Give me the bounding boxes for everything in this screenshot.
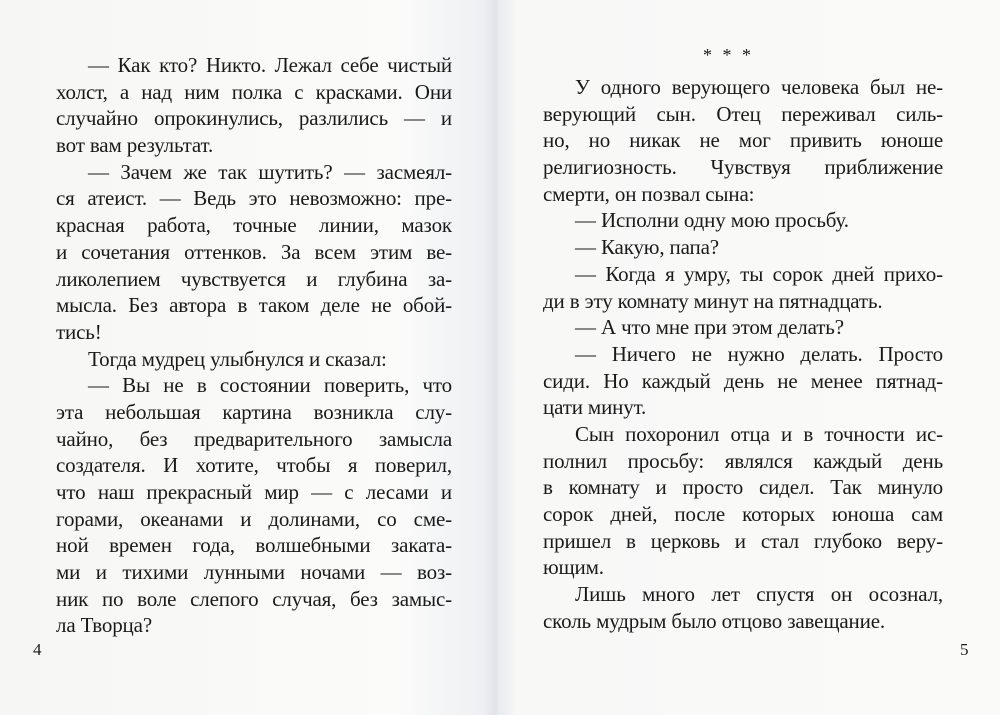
right-page [497, 0, 1000, 715]
text-line: — Когда я умру, ты сорок дней прихо- [575, 261, 943, 286]
text-line: ник по воле слепого случая, без замыс- [56, 586, 452, 611]
text-line: — А что мне при этом делать? [575, 315, 844, 340]
text-line: случайно опрокинулись, разлились — и [56, 106, 452, 131]
text-line: смерти, он позвал сына: [543, 181, 755, 206]
text-line: религиозность. Чувствуя приближение [543, 155, 943, 180]
text-line: Сын похоронил отца и в точности ис- [575, 421, 943, 446]
text-line: вот вам результат. [56, 133, 214, 158]
text-line: ми и тихими лунными ночами — воз- [56, 560, 452, 585]
text-line: У одного верующего человека был не- [575, 75, 943, 99]
text-line: цати минут. [543, 395, 647, 420]
left-page-text [56, 52, 452, 639]
text-line: — Ничего не нужно делать. Просто [575, 341, 943, 366]
text-line: — Какую, папа? [575, 235, 719, 260]
text-line: — Вы не в состоянии поверить, что [88, 373, 452, 398]
text-line: сколь мудрым было отцово завещание. [543, 608, 885, 633]
text-line: ликолепием чувствуется и глубина за- [56, 266, 452, 291]
text-line: в комнату и просто сидел. Так минуло [543, 475, 943, 500]
text-line: холст, а над ним полка с красками. Они [56, 79, 452, 104]
text-line: пришел в церковь и стал глубоко веру- [543, 528, 943, 553]
text-line: но, но никак не мог привить юноше [543, 128, 943, 153]
text-line: сорок дней, после которых юноша сам [543, 502, 943, 526]
text-line: верующий сын. Отец переживал силь- [543, 101, 943, 126]
text-line: и сочетания оттенков. За всем этим ве- [56, 239, 452, 264]
text-line: Лишь много лет спустя он осознал, [575, 582, 943, 607]
text-line: что наш прекрасный мир — с лесами и [56, 480, 452, 504]
text-line: ди в эту комнату минут на пятнадцать. [543, 288, 883, 313]
text-line: — Зачем же так шутить? — засмеял- [88, 159, 452, 184]
text-line: — Исполни одну мою просьбу. [575, 208, 849, 233]
text-line: эта небольшая картина возникла слу- [56, 399, 452, 424]
text-line: горами, океанами и долинами, со сме- [56, 506, 452, 531]
text-line: тись! [56, 319, 102, 344]
text-line: ся атеист. — Ведь это невозможно: пре- [56, 186, 452, 211]
text-line: чайно, без предварительного замысла [56, 426, 452, 451]
text-line: создателя. И хотите, чтобы я поверил, [56, 453, 452, 478]
text-line: ной времен года, волшебными заката- [56, 533, 452, 558]
text-line: Тогда мудрец улыбнулся и сказал: [88, 346, 387, 371]
text-line: полнил просьбу: являлся каждый день [543, 448, 943, 473]
text-line: ла Творца? [56, 613, 152, 638]
text-line: красная работа, точные линии, мазок [56, 213, 452, 238]
right-page-text [543, 74, 943, 634]
page-number-right: 5 [960, 640, 969, 659]
left-page [0, 0, 497, 715]
page-number-left: 4 [33, 640, 42, 659]
text-line: — Как кто? Никто. Лежал себе чистый [88, 53, 452, 77]
section-separator: * * * [703, 45, 754, 65]
text-line: сиди. Но каждый день не менее пятнад- [543, 368, 943, 393]
text-line: ющим. [543, 555, 604, 580]
text-line: мысла. Без автора в таком деле не обой- [56, 293, 452, 318]
